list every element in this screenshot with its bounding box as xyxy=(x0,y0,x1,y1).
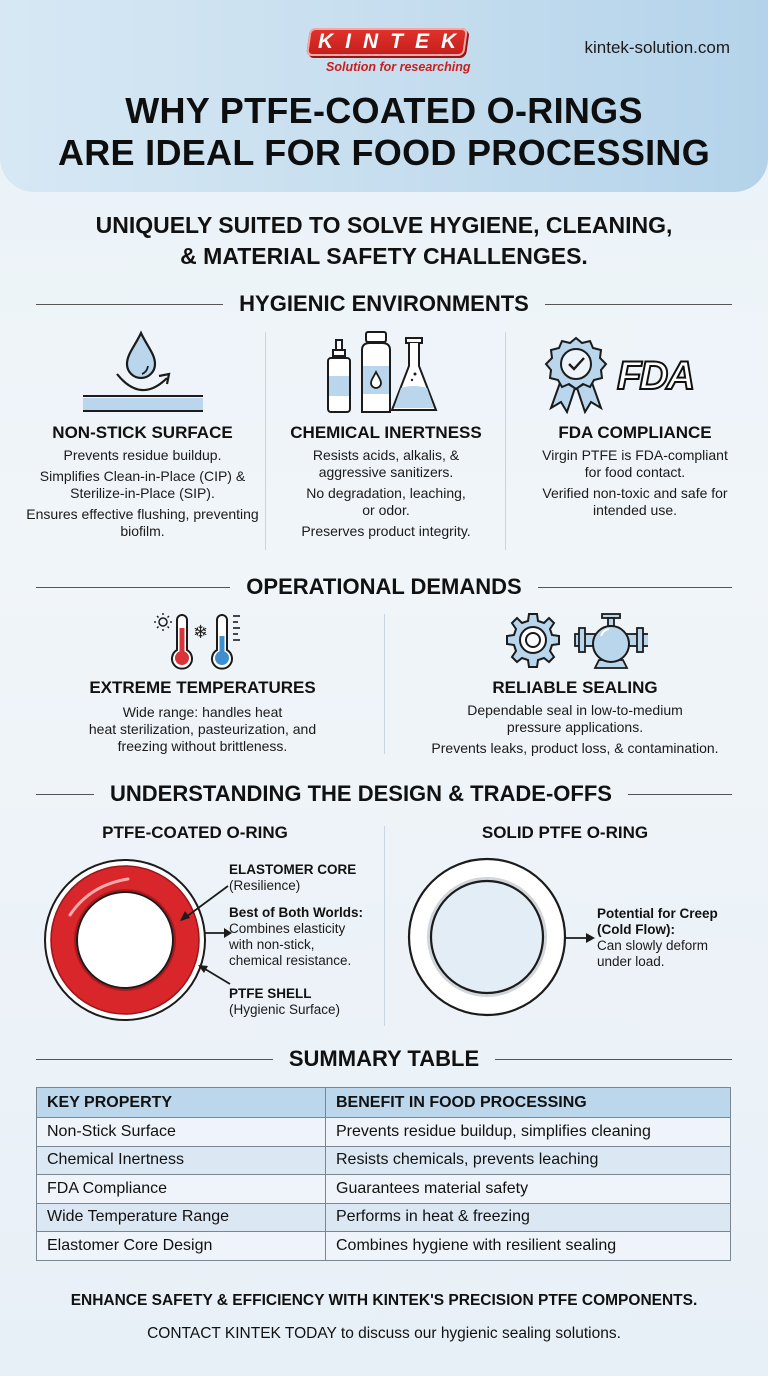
section-title: UNDERSTANDING THE DESIGN & TRADE-OFFS xyxy=(110,781,612,806)
feature-line: Virgin PTFE is FDA-compliant for food contact. xyxy=(542,447,728,480)
feature-title: RELIABLE SEALING xyxy=(492,678,658,697)
table-cell: Performs in heat & freezing xyxy=(326,1203,731,1232)
column-divider xyxy=(384,826,385,1026)
feature-line: Wide range: handles heat xyxy=(122,704,283,720)
site-url-link[interactable]: kintek-solution.com xyxy=(584,38,730,57)
title-line-2: ARE IDEAL FOR FOOD PROCESSING xyxy=(57,132,711,173)
solid-ptfe-o-ring-diagram xyxy=(405,856,605,1026)
certified-badge-icon xyxy=(543,336,609,414)
page-title xyxy=(0,90,768,174)
divider-line xyxy=(36,587,230,588)
water-drop-repel-icon xyxy=(83,330,203,415)
table-row xyxy=(37,1203,731,1232)
table-cell: Elastomer Core Design xyxy=(37,1232,326,1261)
table-cell: Non-Stick Surface xyxy=(37,1118,326,1147)
divider-line xyxy=(538,587,732,588)
feature-line: Simplifies Clean-in-Place (CIP) & Sterilize-in-Place (SIP). xyxy=(39,468,246,501)
subtitle-line-1: UNIQUELY SUITED TO SOLVE HYGIENE, CLEANING, xyxy=(95,212,673,238)
feature-line: freezing without brittleness. xyxy=(117,738,288,754)
logo-tagline: Solution for researching xyxy=(326,60,471,74)
feature-line: pressure applications. xyxy=(506,719,644,735)
feature-line: Preserves product integrity. xyxy=(301,523,471,539)
feature-line: Prevents leaks, product loss, & contamination. xyxy=(431,740,719,756)
table-cell: Chemical Inertness xyxy=(37,1146,326,1175)
callout-ptfe-shell xyxy=(229,986,340,1018)
table-row xyxy=(37,1175,731,1204)
fda-icon-group xyxy=(505,330,765,415)
feature-title: CHEMICAL INERTNESS xyxy=(290,423,482,442)
divider-line xyxy=(36,1059,273,1060)
cta-headline: ENHANCE SAFETY & EFFICIENCY WITH KINTEK'S PRECISION PTFE COMPONENTS. xyxy=(70,1292,698,1309)
feature-chemical-inertness xyxy=(268,330,504,540)
kintek-logo[interactable] xyxy=(298,24,470,76)
subtitle-line-2: & MATERIAL SAFETY CHALLENGES. xyxy=(180,243,588,269)
callout-creep xyxy=(597,906,718,970)
callout-sub: with non-stick, xyxy=(229,937,315,952)
section-heading-summary xyxy=(36,1044,732,1074)
table-cell: Wide Temperature Range xyxy=(37,1203,326,1232)
feature-line: Ensures effective flushing, preventing biofilm. xyxy=(26,506,259,539)
summary-table xyxy=(36,1087,731,1261)
solid-ring-title: SOLID PTFE O-RING xyxy=(481,823,649,842)
divider-line xyxy=(628,794,732,795)
column-divider xyxy=(265,332,266,550)
callout-sub: Combines elasticity xyxy=(229,921,346,936)
section-title: SUMMARY TABLE xyxy=(288,1046,480,1071)
feature-extreme-temperatures xyxy=(20,612,385,755)
fda-logo-text: FDA xyxy=(617,354,694,398)
callout-label: Best of Both Worlds: xyxy=(229,905,363,920)
logo-text: KINTEK xyxy=(318,30,469,53)
feature-line: Resists acids, alkalis, & aggressive sanitizers. xyxy=(312,447,460,480)
divider-line xyxy=(36,304,223,305)
header-banner xyxy=(0,0,768,192)
title-line-1: WHY PTFE-COATED O-RINGS xyxy=(125,90,643,131)
section-heading-operational xyxy=(36,572,732,602)
section-heading-design xyxy=(36,779,732,809)
callout-label: (Cold Flow): xyxy=(597,922,675,937)
section-title: OPERATIONAL DEMANDS xyxy=(246,574,522,599)
feature-line: heat sterilization, pasteurization, and xyxy=(88,721,317,737)
callout-best-of-both xyxy=(229,905,363,969)
callout-sub: chemical resistance. xyxy=(229,953,352,968)
feature-line: Verified non-toxic and safe for intended use. xyxy=(542,485,728,518)
feature-reliable-sealing xyxy=(385,612,765,757)
column-header: KEY PROPERTY xyxy=(37,1088,326,1118)
coated-ring-title: PTFE-COATED O-RING xyxy=(102,823,288,842)
section-title: HYGIENIC ENVIRONMENTS xyxy=(239,291,529,316)
callout-label: PTFE SHELL xyxy=(229,986,312,1001)
feature-title: FDA COMPLIANCE xyxy=(558,423,712,442)
table-row xyxy=(37,1146,731,1175)
table-cell: Resists chemicals, prevents leaching xyxy=(326,1146,731,1175)
subtitle xyxy=(0,210,768,272)
callout-sub: Can slowly deform xyxy=(597,938,709,953)
chemical-bottles-icon xyxy=(326,330,446,415)
callout-label: ELASTOMER CORE xyxy=(229,862,357,877)
feature-title: EXTREME TEMPERATURES xyxy=(89,678,316,697)
feature-line: Prevents residue buildup. xyxy=(63,447,222,463)
thermometers-icon xyxy=(153,612,253,670)
callout-elastomer-core xyxy=(229,862,356,894)
divider-line xyxy=(36,794,94,795)
callout-label: Potential for Creep xyxy=(597,906,718,921)
table-cell: Prevents residue buildup, simplifies cleaning xyxy=(326,1118,731,1147)
callout-sub: (Resilience) xyxy=(229,878,301,893)
feature-fda-compliance xyxy=(505,330,765,519)
divider-line xyxy=(545,304,732,305)
column-header: BENEFIT IN FOOD PROCESSING xyxy=(326,1088,731,1118)
divider-line xyxy=(495,1059,732,1060)
table-cell: Guarantees material safety xyxy=(326,1175,731,1204)
section-heading-hygienic xyxy=(36,289,732,319)
table-header-row xyxy=(37,1088,731,1118)
feature-non-stick xyxy=(20,330,265,540)
cta-contact-text[interactable]: CONTACT KINTEK TODAY to discuss our hygienic sealing solutions. xyxy=(147,1325,621,1342)
table-row xyxy=(37,1118,731,1147)
feature-line: Dependable seal in low-to-medium xyxy=(467,702,683,718)
callout-sub: under load. xyxy=(597,954,665,969)
callout-sub: (Hygienic Surface) xyxy=(229,1002,341,1017)
svg-text:❄: ❄ xyxy=(192,622,208,643)
feature-title: NON-STICK SURFACE xyxy=(52,423,233,442)
table-cell: FDA Compliance xyxy=(37,1175,326,1204)
feature-line: No degradation, leaching, or odor. xyxy=(306,485,466,518)
table-row xyxy=(37,1232,731,1261)
table-cell: Combines hygiene with resilient sealing xyxy=(326,1232,731,1261)
gear-pump-icon xyxy=(503,612,648,670)
